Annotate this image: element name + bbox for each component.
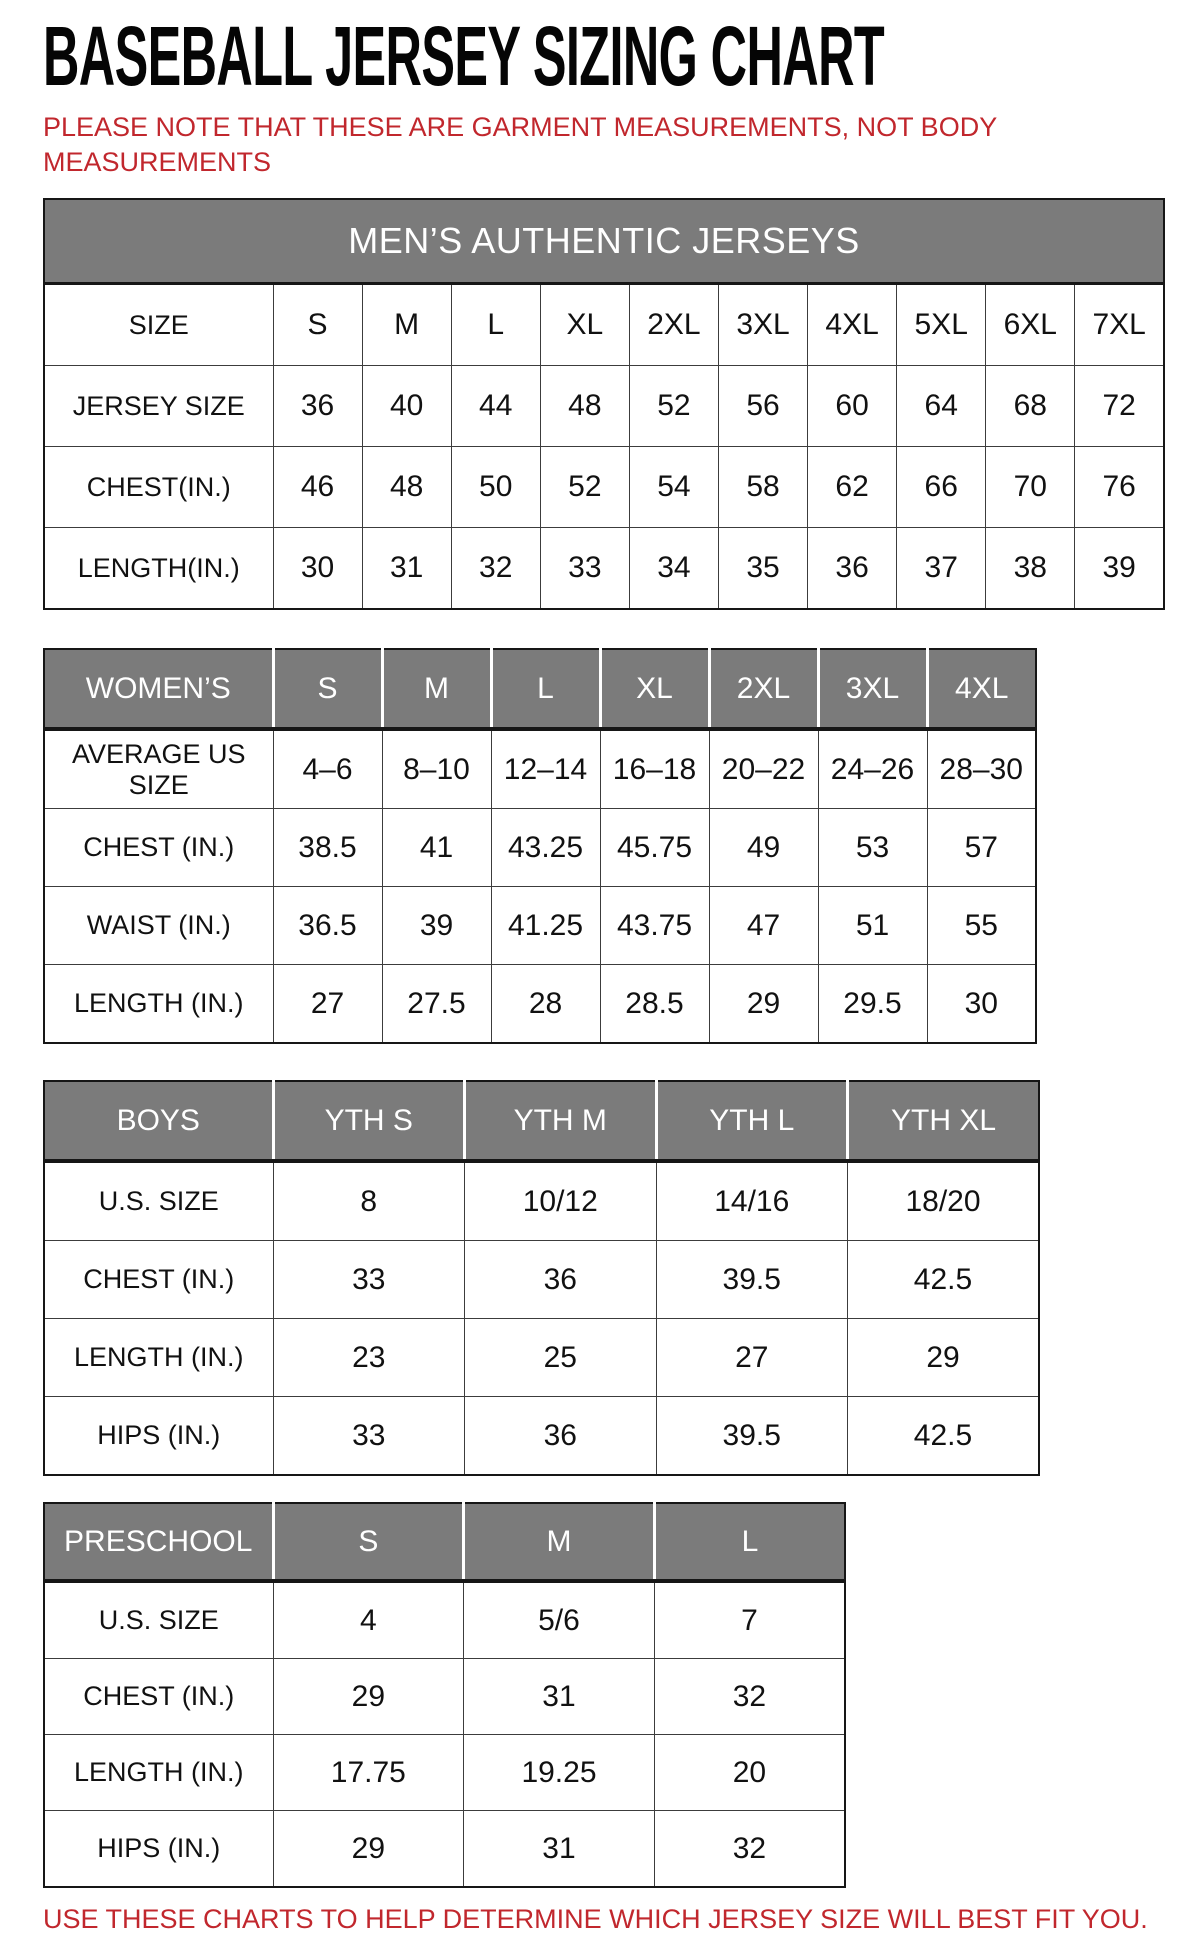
measurement-value-cell: 60 — [808, 366, 897, 447]
measurement-value-cell: 57 — [927, 809, 1036, 887]
preschool-size-column-header: L — [654, 1503, 845, 1581]
womens-row-average-us-size — [44, 729, 1036, 809]
tables-container — [43, 198, 1200, 1888]
measurement-value-cell: 7 — [654, 1581, 845, 1659]
measurement-value-cell: 53 — [818, 809, 927, 887]
measurement-value-cell: 8–10 — [382, 729, 491, 809]
mens-row-length-in — [44, 528, 1164, 610]
measurement-value-cell: 45.75 — [600, 809, 709, 887]
measurement-value-cell: 42.5 — [848, 1241, 1040, 1319]
womens-header-label: WOMEN’S — [44, 649, 273, 729]
preschool-row-u-s-size — [44, 1581, 845, 1659]
row-label-cell: U.S. SIZE — [44, 1581, 273, 1659]
measurement-value-cell: 4–6 — [273, 729, 382, 809]
row-label-cell: CHEST (IN.) — [44, 1659, 273, 1735]
measurement-value-cell: 25 — [465, 1319, 657, 1397]
measurement-value-cell: 20 — [654, 1735, 845, 1811]
measurement-value-cell: 28–30 — [927, 729, 1036, 809]
measurement-value-cell: 16–18 — [600, 729, 709, 809]
row-label-cell: LENGTH (IN.) — [44, 1735, 273, 1811]
measurement-value-cell: 49 — [709, 809, 818, 887]
measurement-value-cell: 66 — [897, 447, 986, 528]
measurement-value-cell: 76 — [1075, 447, 1164, 528]
measurement-value-cell: 33 — [273, 1397, 465, 1476]
mens-row-chest-in — [44, 447, 1164, 528]
measurement-value-cell: 39 — [382, 887, 491, 965]
measurement-value-cell: 4XL — [808, 284, 897, 366]
measurement-value-cell: 36 — [465, 1241, 657, 1319]
mens-row-size — [44, 284, 1164, 366]
measurement-value-cell: 8 — [273, 1161, 465, 1241]
measurement-value-cell: 5/6 — [464, 1581, 655, 1659]
boys-row-length-in — [44, 1319, 1039, 1397]
measurement-value-cell: S — [273, 284, 362, 366]
boys-size-column-header: YTH XL — [848, 1081, 1040, 1161]
measurement-value-cell: 29 — [848, 1319, 1040, 1397]
measurement-value-cell: 35 — [718, 528, 807, 610]
measurement-value-cell: 18/20 — [848, 1161, 1040, 1241]
measurement-value-cell: 31 — [464, 1659, 655, 1735]
womens-row-length-in — [44, 965, 1036, 1044]
measurement-value-cell: 36 — [465, 1397, 657, 1476]
womens-size-column-header: XL — [600, 649, 709, 729]
sizing-table-preschool — [43, 1502, 846, 1888]
measurement-value-cell: 36 — [273, 366, 362, 447]
measurement-value-cell: 62 — [808, 447, 897, 528]
measurement-value-cell: 38.5 — [273, 809, 382, 887]
boys-size-column-header: YTH M — [465, 1081, 657, 1161]
measurement-value-cell: 36 — [808, 528, 897, 610]
row-label-cell: LENGTH (IN.) — [44, 1319, 273, 1397]
preschool-row-chest-in — [44, 1659, 845, 1735]
measurement-value-cell: 7XL — [1075, 284, 1164, 366]
sizing-table-boys — [43, 1080, 1040, 1476]
boys-size-column-header: YTH S — [273, 1081, 465, 1161]
measurement-value-cell: 19.25 — [464, 1735, 655, 1811]
measurement-value-cell: 72 — [1075, 366, 1164, 447]
row-label-cell: HIPS (IN.) — [44, 1397, 273, 1476]
measurement-value-cell: 29.5 — [818, 965, 927, 1044]
boys-row-chest-in — [44, 1241, 1039, 1319]
measurement-value-cell: 39 — [1075, 528, 1164, 610]
preschool-header-label: PRESCHOOL — [44, 1503, 273, 1581]
measurement-value-cell: 39.5 — [656, 1397, 848, 1476]
womens-size-column-header: L — [491, 649, 600, 729]
measurement-value-cell: 41 — [382, 809, 491, 887]
row-label-cell: HIPS (IN.) — [44, 1811, 273, 1888]
measurement-value-cell: 10/12 — [465, 1161, 657, 1241]
page-title: BASEBALL JERSEY SIZING CHART — [43, 9, 885, 103]
measurement-value-cell: 4 — [273, 1581, 464, 1659]
measurement-value-cell: L — [451, 284, 540, 366]
measurement-value-cell: 37 — [897, 528, 986, 610]
measurement-value-cell: 56 — [718, 366, 807, 447]
measurement-value-cell: 24–26 — [818, 729, 927, 809]
measurement-value-cell: 29 — [273, 1811, 464, 1888]
measurement-value-cell: 33 — [540, 528, 629, 610]
row-label-cell: CHEST (IN.) — [44, 809, 273, 887]
measurement-value-cell: 55 — [927, 887, 1036, 965]
measurement-value-cell: M — [362, 284, 451, 366]
preschool-size-column-header: M — [464, 1503, 655, 1581]
preschool-size-column-header: S — [273, 1503, 464, 1581]
measurement-value-cell: 40 — [362, 366, 451, 447]
measurement-value-cell: 12–14 — [491, 729, 600, 809]
measurement-value-cell: 33 — [273, 1241, 465, 1319]
measurement-value-cell: 50 — [451, 447, 540, 528]
mens-row-jersey-size — [44, 366, 1164, 447]
measurement-value-cell: 32 — [654, 1659, 845, 1735]
row-label-cell: U.S. SIZE — [44, 1161, 273, 1241]
boys-header-row — [44, 1081, 1039, 1161]
preschool-row-hips-in — [44, 1811, 845, 1888]
measurement-value-cell: 43.25 — [491, 809, 600, 887]
measurement-value-cell: 14/16 — [656, 1161, 848, 1241]
womens-row-chest-in — [44, 809, 1036, 887]
measurement-value-cell: 31 — [362, 528, 451, 610]
row-label-cell: CHEST(IN.) — [44, 447, 273, 528]
measurement-value-cell: 34 — [629, 528, 718, 610]
measurement-value-cell: 32 — [451, 528, 540, 610]
measurement-value-cell: 44 — [451, 366, 540, 447]
sizing-table-mens — [43, 198, 1165, 610]
boys-header-label: BOYS — [44, 1081, 273, 1161]
measurement-value-cell: 47 — [709, 887, 818, 965]
measurement-value-cell: 70 — [986, 447, 1075, 528]
row-label-cell: AVERAGE US SIZE — [44, 729, 273, 809]
measurement-value-cell: 30 — [273, 528, 362, 610]
measurement-value-cell: 46 — [273, 447, 362, 528]
measurement-value-cell: 31 — [464, 1811, 655, 1888]
measurement-value-cell: 54 — [629, 447, 718, 528]
measurement-value-cell: 32 — [654, 1811, 845, 1888]
womens-size-column-header: S — [273, 649, 382, 729]
row-label-cell: SIZE — [44, 284, 273, 366]
measurement-value-cell: 3XL — [718, 284, 807, 366]
measurement-value-cell: 2XL — [629, 284, 718, 366]
measurement-value-cell: 68 — [986, 366, 1075, 447]
boys-size-column-header: YTH L — [656, 1081, 848, 1161]
preschool-header-row — [44, 1503, 845, 1581]
boys-row-u-s-size — [44, 1161, 1039, 1241]
womens-row-waist-in — [44, 887, 1036, 965]
measurement-value-cell: 27 — [273, 965, 382, 1044]
measurement-value-cell: 58 — [718, 447, 807, 528]
measurement-value-cell: 6XL — [986, 284, 1075, 366]
measurement-value-cell: 20–22 — [709, 729, 818, 809]
row-label-cell: WAIST (IN.) — [44, 887, 273, 965]
measurement-value-cell: 38 — [986, 528, 1075, 610]
footer-note: USE THESE CHARTS TO HELP DETERMINE WHICH JERSEY SIZE WILL BEST FIT YOU. — [43, 1904, 1148, 1935]
measurement-value-cell: 43.75 — [600, 887, 709, 965]
measurement-value-cell: 52 — [629, 366, 718, 447]
measurement-value-cell: 42.5 — [848, 1397, 1040, 1476]
womens-size-column-header: 2XL — [709, 649, 818, 729]
measurement-value-cell: 28.5 — [600, 965, 709, 1044]
womens-size-column-header: 3XL — [818, 649, 927, 729]
mens-table-banner: MEN’S AUTHENTIC JERSEYS — [44, 199, 1164, 284]
measurement-value-cell: 39.5 — [656, 1241, 848, 1319]
boys-row-hips-in — [44, 1397, 1039, 1476]
preschool-row-length-in — [44, 1735, 845, 1811]
measurement-value-cell: 23 — [273, 1319, 465, 1397]
measurement-value-cell: 52 — [540, 447, 629, 528]
measurement-value-cell: 29 — [709, 965, 818, 1044]
sizing-table-womens — [43, 648, 1037, 1044]
row-label-cell: LENGTH (IN.) — [44, 965, 273, 1044]
womens-header-row — [44, 649, 1036, 729]
row-label-cell: JERSEY SIZE — [44, 366, 273, 447]
row-label-cell: CHEST (IN.) — [44, 1241, 273, 1319]
measurement-value-cell: 48 — [540, 366, 629, 447]
garment-measurement-note: PLEASE NOTE THAT THESE ARE GARMENT MEASUREMENTS, NOT BODY MEASUREMENTS — [43, 112, 997, 178]
measurement-value-cell: 51 — [818, 887, 927, 965]
measurement-value-cell: 27.5 — [382, 965, 491, 1044]
measurement-value-cell: 27 — [656, 1319, 848, 1397]
measurement-value-cell: 41.25 — [491, 887, 600, 965]
womens-size-column-header: 4XL — [927, 649, 1036, 729]
measurement-value-cell: XL — [540, 284, 629, 366]
measurement-value-cell: 17.75 — [273, 1735, 464, 1811]
measurement-value-cell: 64 — [897, 366, 986, 447]
measurement-value-cell: 28 — [491, 965, 600, 1044]
measurement-value-cell: 5XL — [897, 284, 986, 366]
measurement-value-cell: 48 — [362, 447, 451, 528]
measurement-value-cell: 30 — [927, 965, 1036, 1044]
measurement-value-cell: 36.5 — [273, 887, 382, 965]
row-label-cell: LENGTH(IN.) — [44, 528, 273, 610]
measurement-value-cell: 29 — [273, 1659, 464, 1735]
womens-size-column-header: M — [382, 649, 491, 729]
